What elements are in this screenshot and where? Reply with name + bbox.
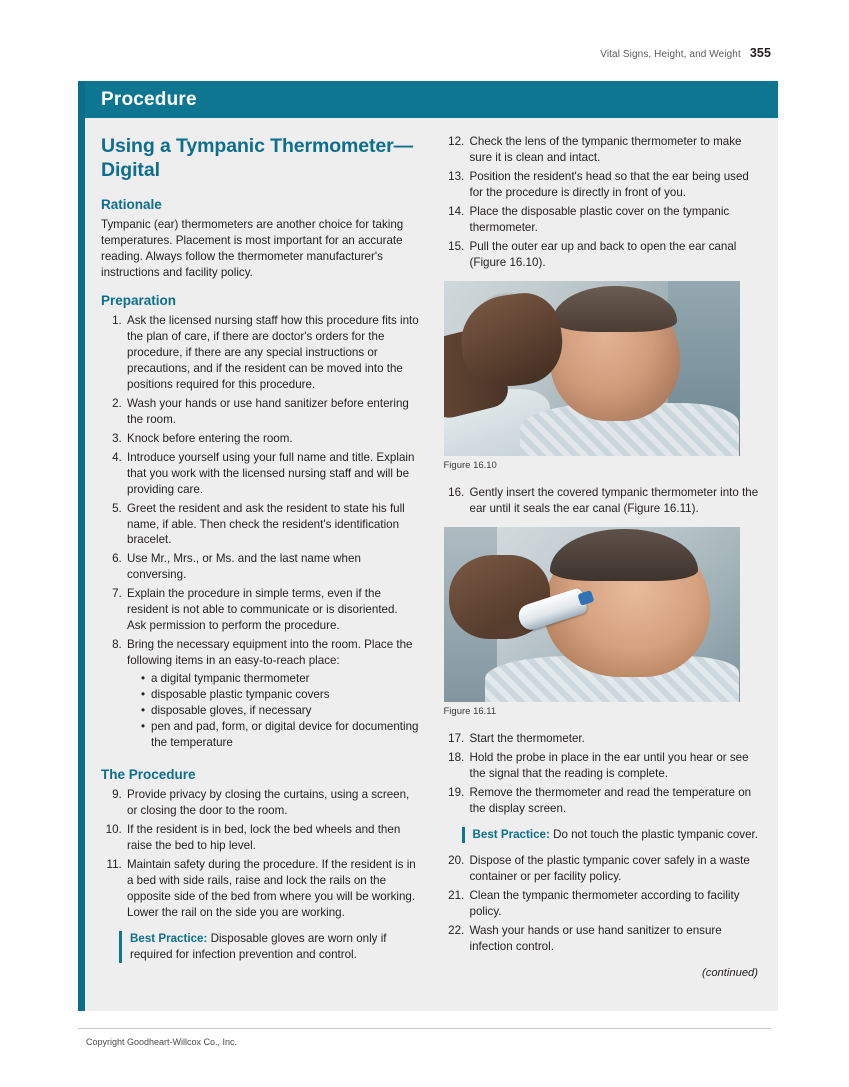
- list-item: 9. Provide privacy by closing the curtains, using a screen, or closing the door to the room.: [125, 787, 420, 819]
- list-item: 3. Knock before entering the room.: [125, 431, 420, 447]
- list-item: 6. Use Mr., Mrs., or Ms. and the last name when conversing.: [125, 551, 420, 583]
- list-item: 20. Dispose of the plastic tympanic cover safely in a waste container or per facility policy.: [468, 853, 761, 885]
- list-item: 13. Position the resident's head so that the ear being used for the procedure is directly in front of you.: [468, 169, 761, 201]
- list-item: 16. Gently insert the covered tympanic thermometer into the ear until it seals the ear canal (Figure 16.11).: [468, 485, 761, 517]
- running-head-text: Vital Signs, Height, and Weight: [600, 49, 741, 60]
- list-item-text: Bring the necessary equipment into the room. Place the following items in an easy-to-reach place:: [127, 638, 413, 668]
- page-number: 355: [749, 46, 771, 60]
- list-item: 10. If the resident is in bed, lock the bed wheels and then raise the bed to hip level.: [125, 822, 420, 854]
- the-procedure-heading: The Procedure: [101, 767, 196, 783]
- procedure-step-list-left: [101, 787, 420, 921]
- continued-label: (continued): [702, 966, 758, 979]
- procedure-step-list-right-a: [444, 134, 761, 271]
- list-item: 4. Introduce yourself using your full name and title. Explain that you work with the licensed nursing staff and will be providing care.: [125, 450, 420, 498]
- best-practice-left: [119, 931, 420, 963]
- best-practice-label: Best Practice:: [472, 827, 550, 841]
- list-item: 2. Wash your hands or use hand sanitizer before entering the room.: [125, 396, 420, 428]
- list-item: 21. Clean the tympanic thermometer according to facility policy.: [468, 888, 761, 920]
- list-item: 18. Hold the probe in place in the ear until you hear or see the signal that the reading is complete.: [468, 750, 761, 782]
- figure-16-10-image: [444, 281, 740, 456]
- best-practice-right: [462, 827, 761, 843]
- equipment-list: [127, 671, 420, 751]
- two-column-layout: [85, 118, 778, 979]
- list-item: 5. Greet the resident and ask the resident to state his full name, if able. Then check the resident's identification bracelet.: [125, 501, 420, 549]
- list-item: 7. Explain the procedure in simple terms, even if the resident is not able to communicate or is disoriented. Ask permission to perform the procedure.: [125, 586, 420, 634]
- copyright-notice: Copyright Goodheart-Willcox Co., Inc.: [86, 1037, 238, 1047]
- left-column: [101, 134, 420, 979]
- running-head: [600, 46, 771, 60]
- list-item: • a digital tympanic thermometer: [141, 671, 420, 687]
- figure-16-11-caption: Figure 16.11: [443, 705, 497, 717]
- procedure-banner: [85, 81, 778, 118]
- best-practice-text: Disposable gloves are worn only if required for infection prevention and control.: [130, 932, 387, 962]
- list-item: 17. Start the thermometer.: [468, 731, 761, 747]
- procedure-step-list-right-b: [444, 485, 761, 517]
- list-item: [125, 637, 420, 751]
- list-item: • disposable gloves, if necessary: [141, 703, 420, 719]
- preparation-heading: Preparation: [101, 292, 177, 308]
- procedure-banner-label: Procedure: [101, 88, 197, 110]
- list-item: • pen and pad, form, or digital device for documenting the temperature: [141, 719, 420, 751]
- list-item: 22. Wash your hands or use hand sanitizer to ensure infection control.: [468, 923, 761, 955]
- list-item: 11. Maintain safety during the procedure. If the resident is in a bed with side rails, raise and lock the rails on the opposite side of the bed from where you will be working. Lower the rail on the side you are working.: [125, 857, 420, 921]
- figure-16-11: [444, 527, 761, 717]
- right-column: [444, 134, 761, 979]
- figure-16-10-caption: Figure 16.10: [443, 459, 497, 471]
- list-item: • disposable plastic tympanic covers: [141, 687, 420, 703]
- figure-16-10: [444, 281, 761, 471]
- preparation-step-list: [101, 313, 420, 752]
- rationale-text: Tympanic (ear) thermometers are another choice for taking temperatures. Placement is most important for an accurate reading. Always follow the thermometer manufacturer's instructions and facility policy.: [101, 217, 404, 279]
- list-item: 19. Remove the thermometer and read the temperature on the display screen.: [468, 785, 761, 817]
- procedure-step-list-right-d: [444, 853, 761, 955]
- list-item: 14. Place the disposable plastic cover on the tympanic thermometer.: [468, 204, 761, 236]
- procedure-box: [78, 81, 778, 1011]
- procedure-step-list-right-c: [444, 731, 761, 817]
- page-title: Using a Tympanic Thermometer—Digital: [101, 135, 414, 182]
- list-item: 15. Pull the outer ear up and back to open the ear canal (Figure 16.10).: [468, 239, 761, 271]
- best-practice-label: Best Practice:: [130, 932, 208, 946]
- list-item: 1. Ask the licensed nursing staff how this procedure fits into the plan of care, if there are doctor's orders for the procedure, if there are any special instructions or precautions, and if the resident can be moved into the positions required for this procedure.: [125, 313, 420, 393]
- footer-divider: [78, 1028, 771, 1029]
- best-practice-text: Do not touch the plastic tympanic cover.: [549, 827, 758, 841]
- rationale-heading: Rationale: [101, 196, 162, 212]
- list-item: 12. Check the lens of the tympanic thermometer to make sure it is clean and intact.: [468, 134, 761, 166]
- figure-16-11-image: [444, 527, 740, 702]
